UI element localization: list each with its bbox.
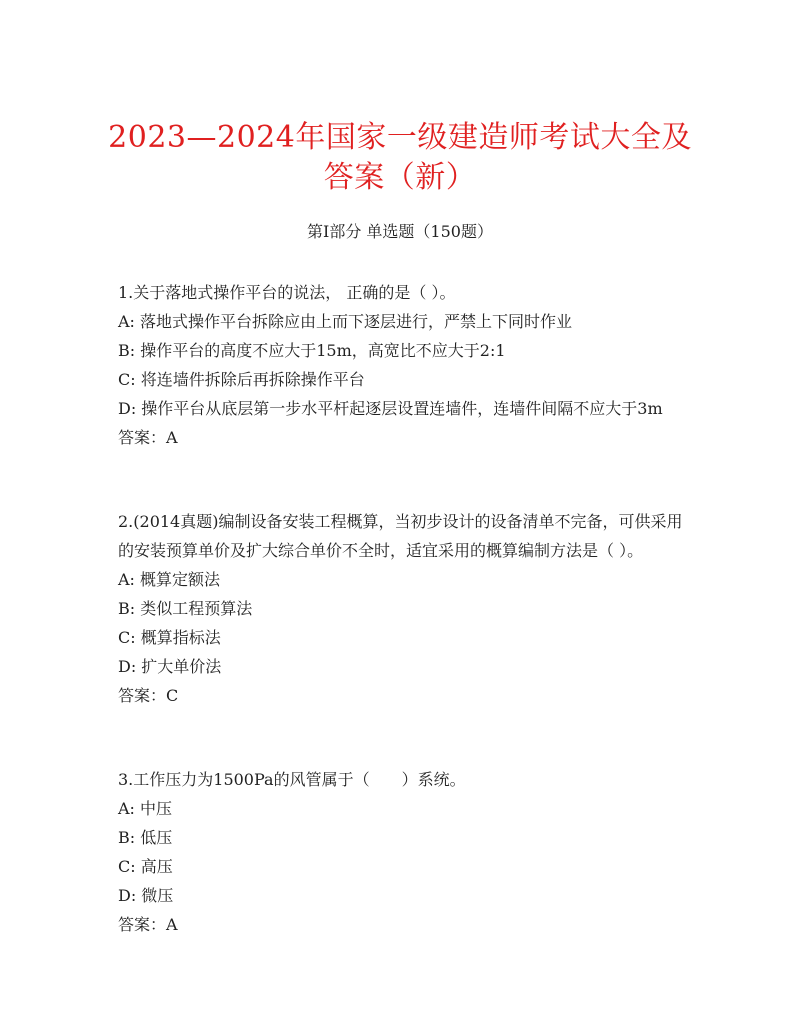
section-heading: 第Ⅰ部分 单选题（150题） — [307, 222, 493, 241]
question-stem: 1.关于落地式操作平台的说法， 正确的是（ ）。 — [118, 283, 456, 302]
option-b: B: 低压 — [118, 828, 173, 847]
document-title: 2023—2024年国家一级建造师考试大全及答案（新） — [108, 120, 692, 195]
option-a: A: 落地式操作平台拆除应由上而下逐层进行，严禁上下同时作业 — [118, 312, 573, 331]
question-stem: 3.工作压力为1500Pa的风管属于（ ）系统。 — [118, 770, 466, 789]
option-c: C: 概算指标法 — [118, 628, 221, 647]
question-2 — [118, 507, 688, 710]
answer: 答案：C — [118, 686, 179, 705]
option-a: A: 概算定额法 — [118, 570, 221, 589]
option-d: D: 操作平台从底层第一步水平杆起逐层设置连墙件，连墙件间隔不应大于3m — [118, 399, 663, 418]
question-1 — [118, 278, 688, 452]
option-c: C: 高压 — [118, 857, 173, 876]
option-b: B: 操作平台的高度不应大于15m，高宽比不应大于2:1 — [118, 341, 506, 360]
answer: 答案：A — [118, 915, 178, 934]
option-a: A: 中压 — [118, 799, 173, 818]
question-3 — [118, 765, 688, 939]
question-stem: 2.(2014真题)编制设备安装工程概算，当初步设计的设备清单不完备，可供采用的安装预算单价及扩大综合单价不全时，适宜采用的概算编制方法是（ ）。 — [118, 512, 683, 560]
option-d: D: 微压 — [118, 886, 174, 905]
answer: 答案：A — [118, 428, 178, 447]
option-c: C: 将连墙件拆除后再拆除操作平台 — [118, 370, 365, 389]
option-b: B: 类似工程预算法 — [118, 599, 253, 618]
option-d: D: 扩大单价法 — [118, 657, 222, 676]
